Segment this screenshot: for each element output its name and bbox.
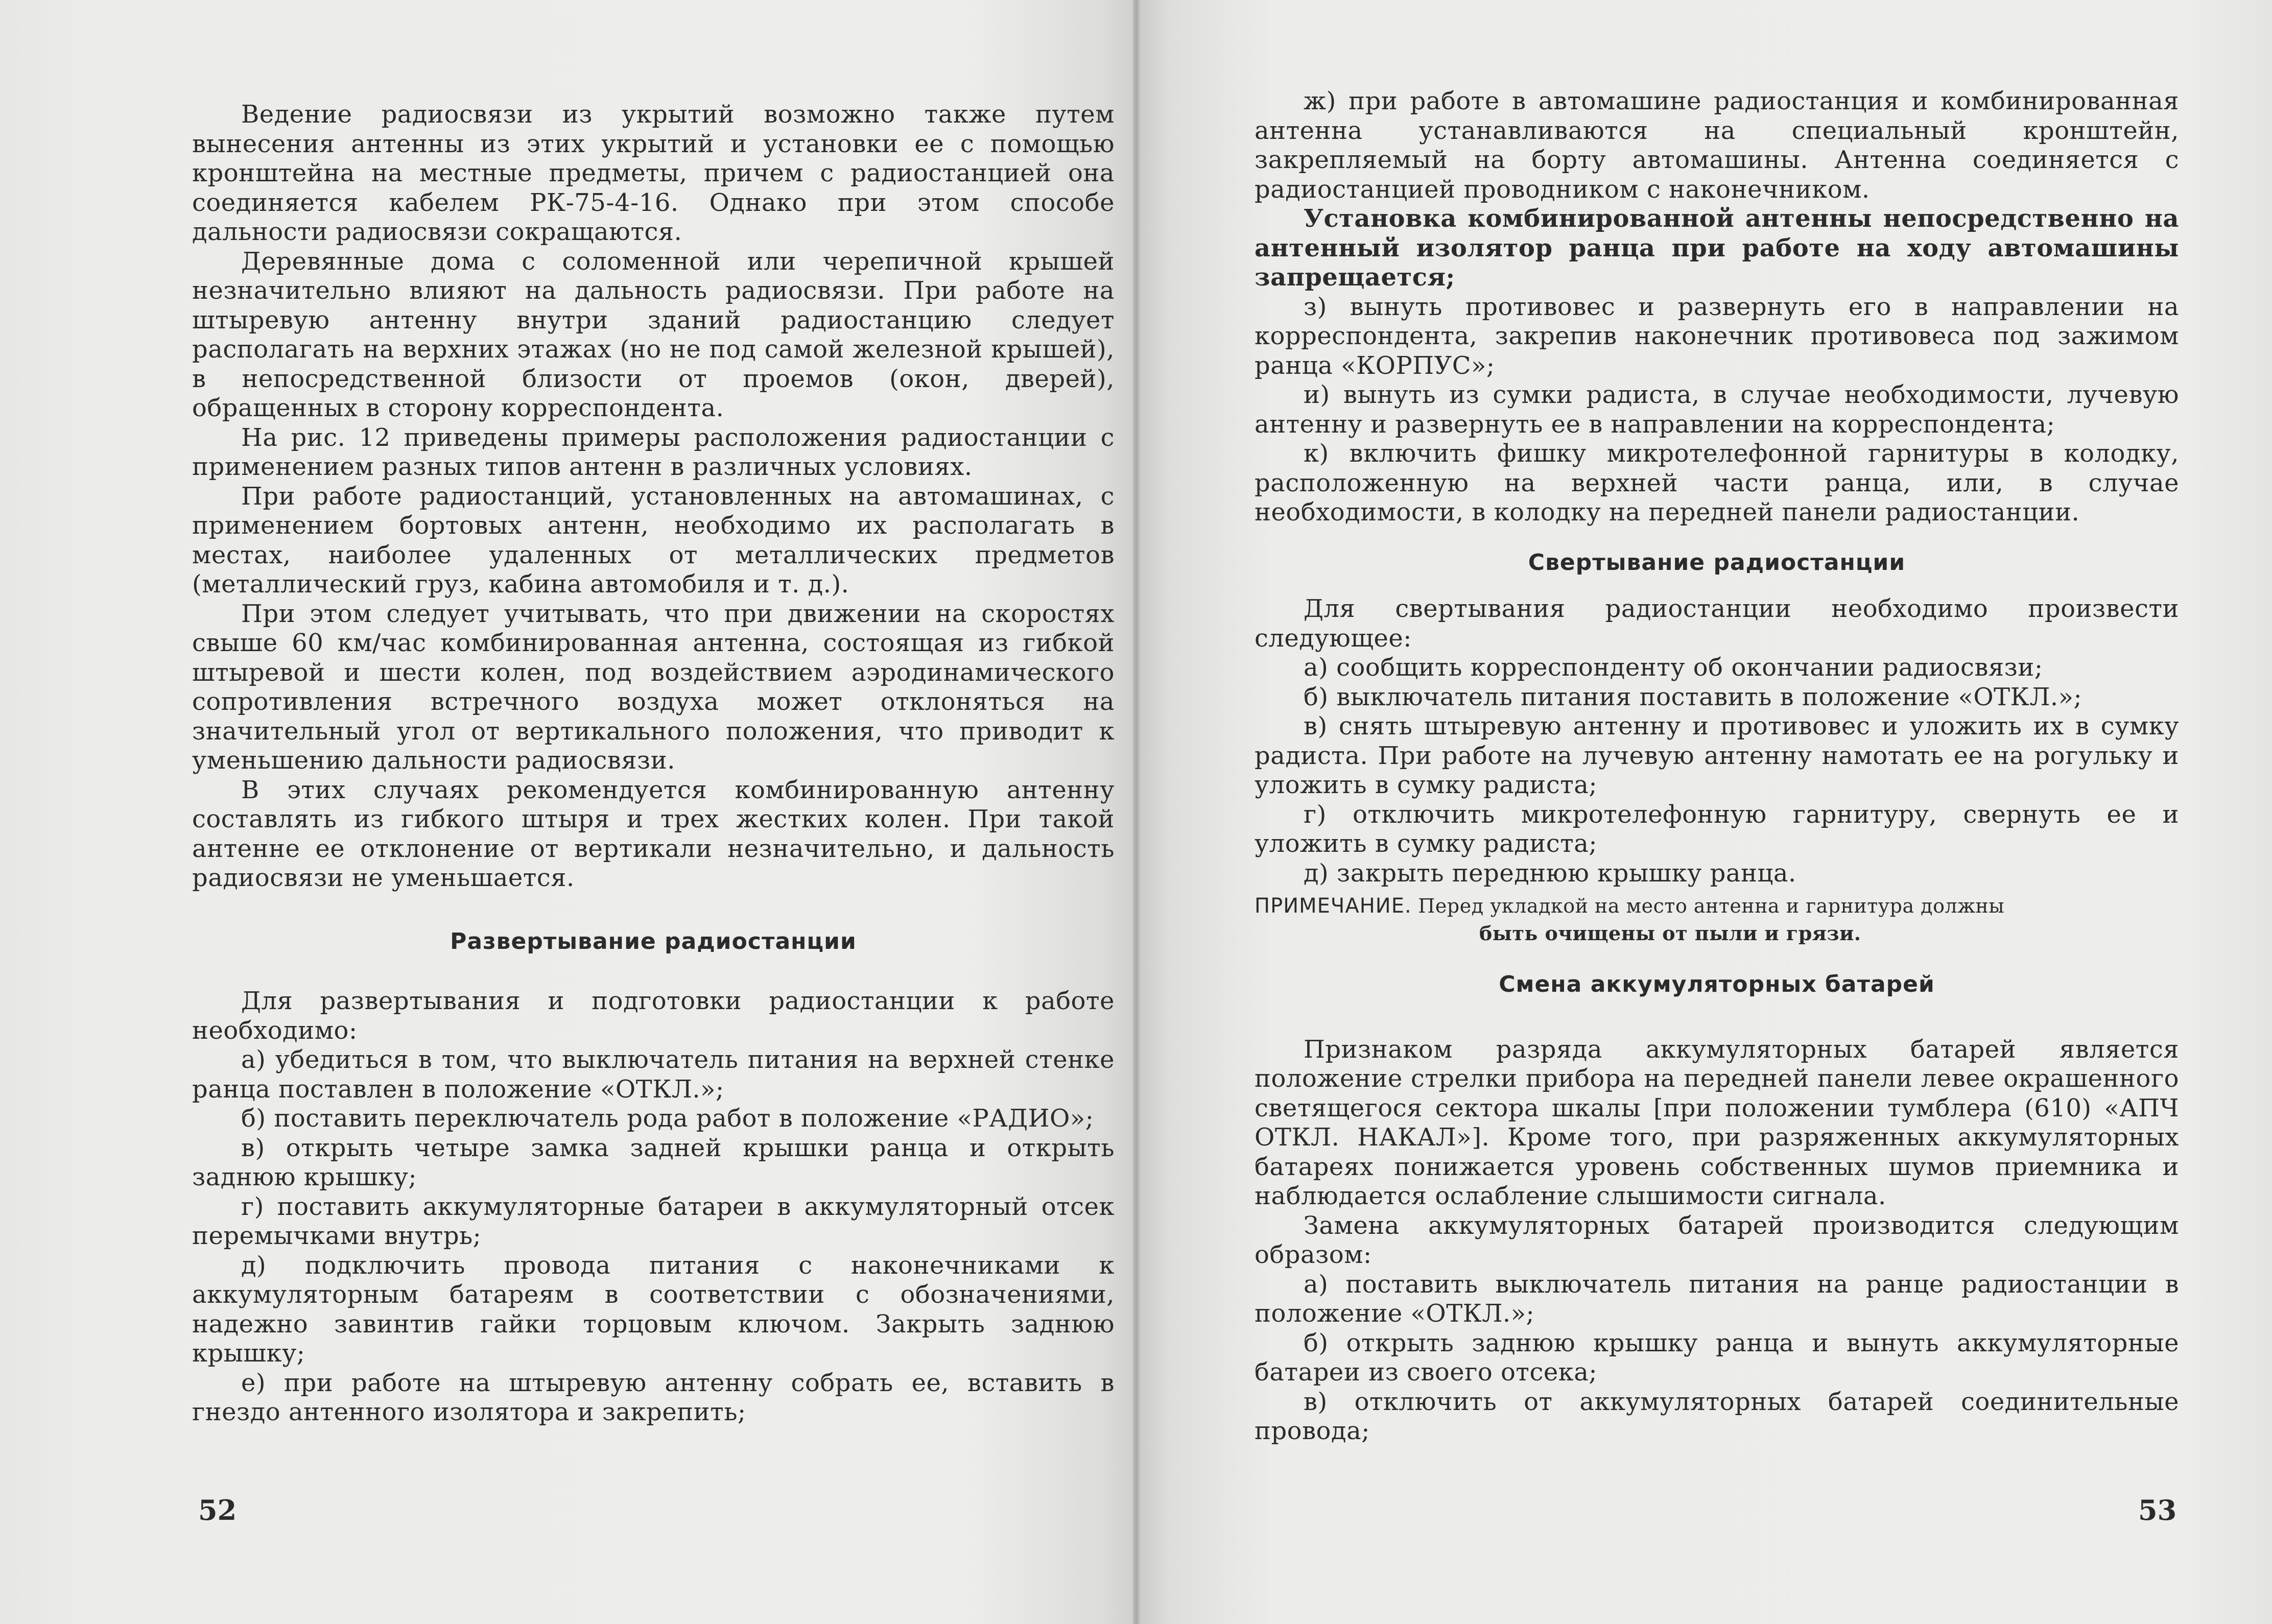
fold-intro: Для свертывания радиостанции необходимо произвести следующее:	[1255, 594, 2179, 653]
list-item: д) подключить провода питания с наконечниками к аккумуляторным батареям в соответствии с обозначениями, надежно завинтив гайки торцовым ключом. Закрыть заднюю крышку;	[192, 1251, 1115, 1368]
warning-text: Установка комбинированной антенны непосредственно на антенный изолятор ранца при работе на ходу автомашины запрещается;	[1255, 204, 2179, 292]
paragraph: Ведение радиосвязи из укрытий возможно также путем вынесения антенны из этих укрытий и установки ее с помощью кронштейна на местные предметы, причем с радиостанцией она соединяется кабелем РК-75-4-16. Однако при этом способе дальности радиосвязи сокращаются.	[192, 100, 1115, 246]
deploy-intro: Для развертывания и подготовки радиостанции к работе необходимо:	[192, 987, 1115, 1045]
paragraph: Замена аккумуляторных батарей производится следующим образом:	[1255, 1211, 2179, 1269]
page-number-right: 53	[2138, 1494, 2177, 1526]
paragraph: Деревянные дома с соломенной или черепичной крышей незначительно влияют на дальность радиосвязи. При работе на штыревую антенну внутри зданий радиостанцию следует располагать на верхних этажах (но не под самой железной крышей), в непосредственной близости от проемов (окон, дверей), обращенных в сторону корреспондента.	[192, 247, 1115, 422]
list-item: д) закрыть переднюю крышку ранца.	[1304, 858, 1796, 888]
section-heading-fold: Свертывание радиостанции	[1528, 549, 1906, 576]
right-page	[1136, 0, 2272, 1624]
paragraph: Признаком разряда аккумуляторных батарей является положение стрелки прибора на передней панели левее окрашенного светящегося сектора шкалы [при положении тумблера (610) «АПЧ ОТКЛ. НАКАЛ»]. Кроме того, при разряженных аккумуляторных батареях понижается уровень собственных шумов приемника и наблюдается ослабление слышимости сигнала.	[1255, 1035, 2179, 1210]
list-item: а) поставить выключатель питания на ранце радиостанции в положение «ОТКЛ.»;	[1255, 1270, 2179, 1328]
list-item: а) сообщить корреспонденту об окончании радиосвязи;	[1304, 653, 2043, 682]
section-heading-deploy: Развертывание радиостанции	[450, 928, 857, 954]
list-item: в) снять штыревую антенну и противовес и уложить их в сумку радиста. При работе на лучевую антенну намотать ее на рогульку и уложить в сумку радиста;	[1255, 712, 2179, 799]
left-page-text	[192, 100, 1115, 1427]
note-text-cont: быть очищены от пыли и грязи.	[1479, 922, 1861, 945]
paragraph: На рис. 12 приведены примеры расположения радиостанции с применением разных типов антенн в различных условиях.	[192, 423, 1115, 481]
list-item: к) включить фишку микротелефонной гарнитуры в колодку, расположенную на верхней части ранца, или, в случае необходимости, в колодку на передней панели радиостанции.	[1255, 439, 2179, 527]
book-gutter	[1133, 0, 1140, 1624]
list-item: ж) при работе в автомашине радиостанция и комбинированная антенна устанавливаются на специальный кронштейн, закрепляемый на борту автомашины. Антенна соединяется с радиостанцией проводником с наконечником.	[1255, 87, 2179, 204]
list-item: а) убедиться в том, что выключатель питания на верхней стенке ранца поставлен в положение «ОТКЛ.»;	[192, 1045, 1115, 1104]
list-item: и) вынуть из сумки радиста, в случае необходимости, лучевую антенну и развернуть ее в направлении на корреспондента;	[1255, 380, 2179, 439]
page-number-left: 52	[198, 1494, 237, 1526]
list-item: з) вынуть противовес и развернуть его в направлении на корреспондента, закрепив наконечник противовеса под зажимом ранца «КОРПУС»;	[1255, 292, 2179, 380]
list-item: е) при работе на штыревую антенну собрать ее, вставить в гнездо антенного изолятора и закрепить;	[192, 1368, 1115, 1426]
note-text: Перед укладкой на место антенна и гарнитура должны	[1418, 895, 2005, 917]
right-page-text	[1255, 87, 2179, 1446]
list-item: б) выключатель питания поставить в положение «ОТКЛ.»;	[1304, 682, 2082, 711]
list-item: в) открыть четыре замка задней крышки ранца и открыть заднюю крышку;	[192, 1133, 1115, 1191]
paragraph: При работе радиостанций, установленных на автомашинах, с применением бортовых антенн, необходимо их располагать в местах, наиболее удаленных от металлических предметов (металлический груз, кабина автомобиля и т. д.).	[192, 482, 1115, 599]
note-label: ПРИМЕЧАНИЕ.	[1255, 894, 1412, 918]
list-item: б) открыть заднюю крышку ранца и вынуть аккумуляторные батареи из своего отсека;	[1255, 1328, 2179, 1387]
list-item: г) поставить аккумуляторные батареи в аккумуляторный отсек перемычками внутрь;	[192, 1192, 1115, 1250]
list-item: в) отключить от аккумуляторных батарей соединительные провода;	[1255, 1387, 2179, 1445]
note	[1255, 892, 2179, 947]
list-item: б) поставить переключатель рода работ в положение «РАДИО»;	[241, 1104, 1094, 1133]
section-heading-battery: Смена аккумуляторных батарей	[1499, 971, 1935, 997]
paragraph: При этом следует учитывать, что при движении на скоростях свыше 60 км/час комбинированная антенна, состоящая из гибкой штыревой и шести колен, под воздействием аэродинамического сопротивления встречного воздуха может отклоняться на значительный угол от вертикального положения, что приводит к уменьшению дальности радиосвязи.	[192, 599, 1115, 775]
list-item: г) отключить микротелефонную гарнитуру, свернуть ее и уложить в сумку радиста;	[1255, 800, 2179, 858]
paragraph: В этих случаях рекомендуется комбинированную антенну составлять из гибкого штыря и трех жестких колен. При такой антенне ее отклонение от вертикали незначительно, и дальность радиосвязи не уменьшается.	[192, 775, 1115, 892]
